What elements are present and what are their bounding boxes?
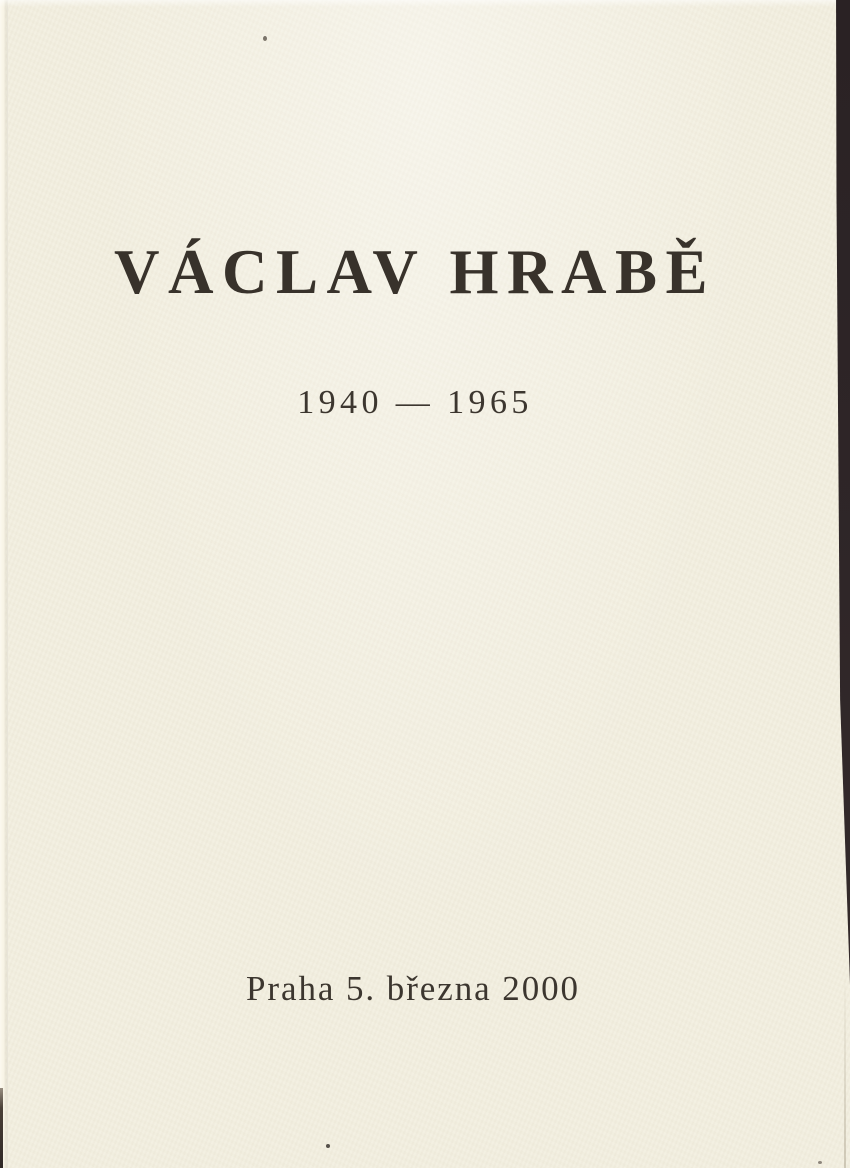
imprint-line: Praha 5. března 2000: [246, 969, 580, 1008]
paper-top-edge: [0, 0, 850, 7]
paper-speck: [818, 1161, 822, 1164]
scan-background-right-edge: [835, 0, 850, 985]
life-dates: 1940 — 1965: [297, 384, 533, 421]
book-title: VÁCLAV HRABĚ: [113, 237, 717, 307]
scan-background-bottom-left-edge: [0, 1088, 3, 1168]
paper-speck: [263, 36, 267, 41]
paper-speck: [326, 1144, 330, 1148]
paper-right-edge-line: [844, 973, 846, 1168]
